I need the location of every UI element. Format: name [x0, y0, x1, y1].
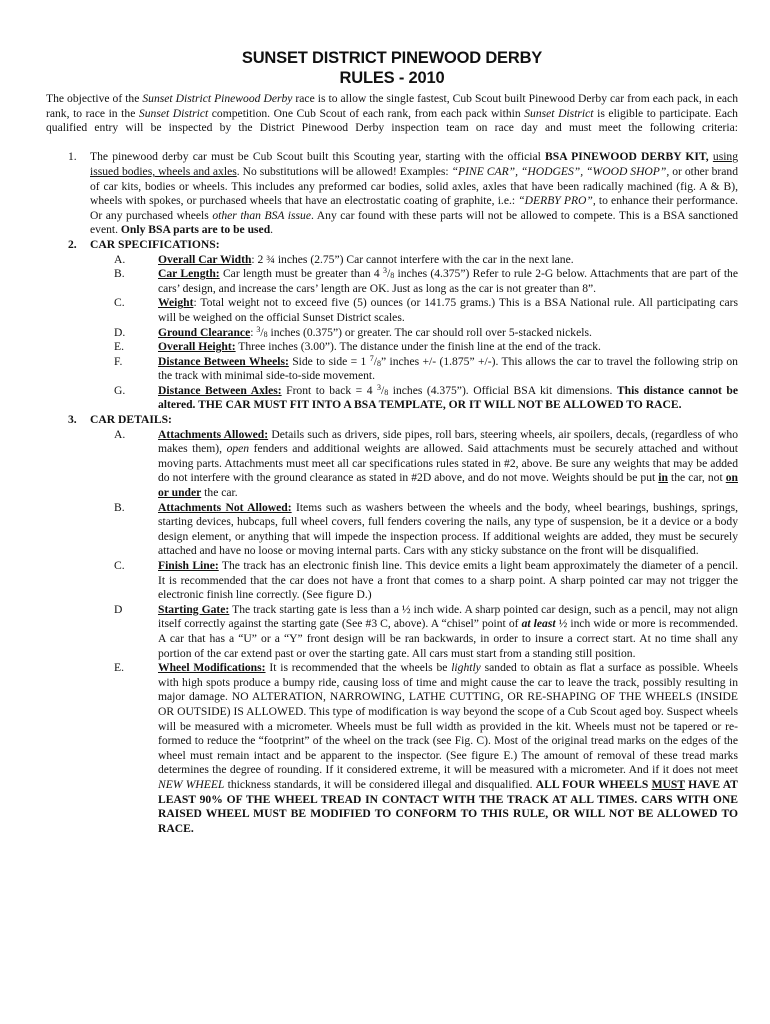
rule-2e: E. Overall Height: Three inches (3.00”). The distance under the finish line at the end of the track.: [114, 340, 601, 354]
rule-3b: B. Attachments Not Allowed: Items such as washers between the wheels and the body, wheel bearings, bushings, springs, starting devices, hubcaps, full wheel covers, full fenders covering the nails, any type of suspension, be it a device or a body design element, or anything that will impede the inspection process. If additional weights are added, they must be securely attached and have no loose or moving internal parts. Cars with any sticky substance on the front will be disqualified.: [114, 500, 738, 558]
rule-2a: A. Overall Car Width: 2 ¾ inches (2.75”) Car cannot interfere with the car in the next lane.: [114, 252, 574, 266]
title-line-1: SUNSET DISTRICT PINEWOOD DERBY: [241, 49, 543, 67]
rule-1: [46, 150, 738, 238]
rule-3d: D Starting Gate: The track starting gate is less than a ½ inch wide. A sharp pointed car design, such as a pencil, may not align itself correctly against the starting gate (See #3 C, above). A “chisel” point of at least ½ inch wide or more is recommended. A car that has a “U” or a “Y” front design will be ran backwards, in order to insure a correct start. At no time shall any portion of the car extend past or over the starting gate. All cars must start from a standing still position.: [114, 602, 738, 660]
title-line-2: RULES - 2010: [339, 69, 445, 87]
rule-1-text: The pinewood derby car must be Cub Scout built this Scouting year, starting with the official BSA PINEWOOD DERBY KIT, using issued bodies, wheels and axles. No substitutions will be allowed! Examples: “PINE CAR”, “HODGES”, “WOOD SHOP”, or other brand of car kits, bodies or wheels. This includes any preformed car bodies, solid axles, axles that have been radically machined (fig. A & B), wheels with spokes, or purchased wheels that have an electrostatic coating of graphite, i.e.: “DERBY PRO”, to enhance their performance. Or any purchased wheels other than BSA issue. Any car found with these parts will not be allowed to compete. This is a BSA sanctioned event. Only BSA parts are to be used.: [90, 150, 739, 237]
rule-2g: G. Distance Between Axles: Front to back = 4 $^3/_8$ inches (4.375”). Official BSA kit dimensions. This distance cannot be altered. THE CAR MUST FIT INTO A BSA TEMPLATE, OR IT WILL NOT BE ALLOWED TO RACE.: [114, 382, 739, 412]
rule-2f: F. Distance Between Wheels: Side to side = 1 $^7/_8$” inches +/- (1.875” +/-). This allows the car to travel the following strip on the track with minimal side-to-side movement.: [114, 353, 738, 383]
intro-paragraph: The objective of the Sunset District Pinewood Derby race is to allow the single fastest, Cub Scout built Pinewood Derby car from each pack, in each rank, to race in the Sunset District competition. One Cub Scout of each rank, from each pack within Sunset District is eligible to participate. Each qualified entry will be inspected by the District Pinewood Derby inspection team on race day and must meet the following criteria:: [46, 92, 738, 135]
rule-3-heading: 3. CAR DETAILS:: [68, 413, 172, 427]
rule-3a: A. Attachments Allowed: Details such as drivers, side pipes, roll bars, steering wheels, air spoilers, decals, (regardless of who makes them), open fenders and additional weights are allowed. Said attachments must be securely attached and without moving parts. Attachments must meet all car specifications rules stated in #2, above. Be sure any weights that may be added do not interfere with the ground clearance as stated in #2D above, and do not move. Weights should be put in the car, not on or under the car.: [114, 427, 738, 500]
rule-1-number: 1.: [68, 150, 77, 164]
rule-2d: D. Ground Clearance: $^3/_8$ inches (0.375”) or greater. The car should roll over 5-stacked nickels.: [114, 324, 592, 339]
rule-3c: C. Finish Line: The track has an electronic finish line. This device emits a light beam approximately the diameter of a pencil. It is recommended that the car does not have a front that comes to a sharp point. A sharp pointed car may not trigger the electronic finish line correctly. (See figure D.): [114, 559, 738, 602]
rule-3e: E. Wheel Modifications: It is recommended that the wheels be lightly sanded to obtain as flat a surface as possible. Wheels with high spots produce a bumpy ride, causing loss of time and might cause the car to leave the track, possibly resulting in major damage. NO ALTERATION, NARROWING, LATHE CUTTING, OR RE-SHAPING OF THE WHEELS (INSIDE OR OUTSIDE) IS ALLOWED. This type of modification is way beyond the scope of a Cub Scout aged boy. Suspect wheels will be measured with a micrometer. Wheels must be full width as provided in the kit. Wheels must not be tapered or re-formed to reduce the “footprint” of the wheel on the track (see Fig. C). Most of the original tread marks on the edges of the wheel must remain intact and be apparent to the inspector. (See figure E.) The amount of removal of these tread marks determines the degree of rounding. If it considered extreme, it will be measured with a micrometer. And if it does not meet NEW WHEEL thickness standards, it will be considered illegal and disqualified. ALL FOUR WHEELS MUST HAVE AT LEAST 90% OF THE WHEEL TREAD IN CONTACT WITH THE TRACK AT ALL TIMES. CARS WITH ONE RAISED WHEEL MUST BE MODIFIED TO CONFORM TO THIS RULE, OR WILL NOT BE ALLOWED TO RACE.: [114, 661, 739, 835]
rule-2-heading: 2. CAR SPECIFICATIONS:: [68, 237, 220, 251]
rule-2c: C. Weight: Total weight not to exceed five (5) ounces (or 141.75 grams.) This is a BSA National rule. All participating cars will be weighed on the official Sunset District scales.: [114, 296, 738, 324]
rule-2b: B. Car Length: Car length must be greater than 4 $^3/_8$ inches (4.375”) Refer to rule 2-G below. Attachments that are part of the cars’ design, and increase the cars’ length are OK. Just as long as the car is not greater than 8”.: [114, 266, 738, 295]
